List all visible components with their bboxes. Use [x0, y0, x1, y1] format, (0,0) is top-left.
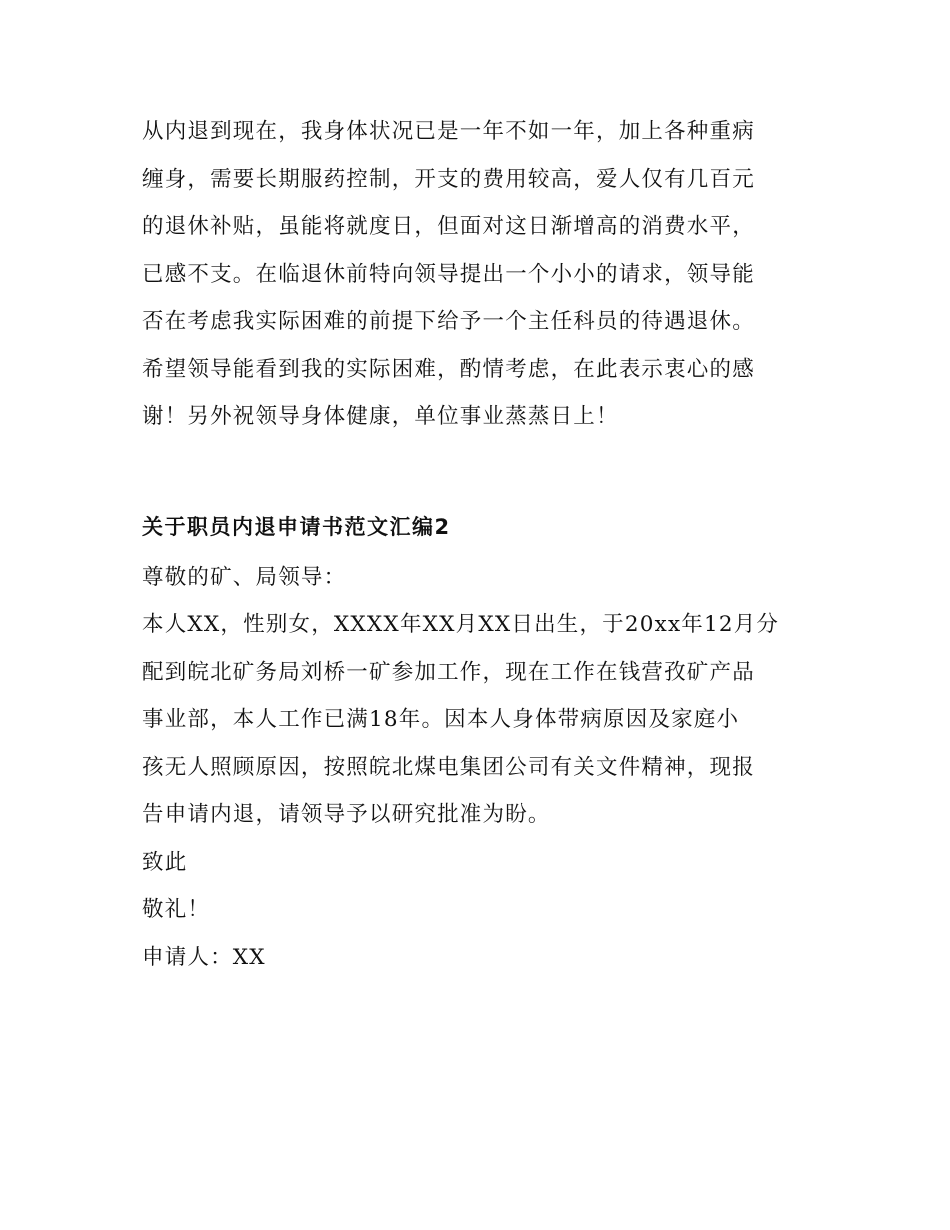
paragraph-line: 谢！另外祝领导身体健康，单位事业蒸蒸日上！	[142, 404, 619, 429]
closing-salute: 敬礼！	[142, 897, 211, 922]
body-line: 孩无人照顾原因，按照皖北煤电集团公司有关文件精神，现报	[142, 754, 755, 780]
body-line: 告申请内退，请领导予以研究批准为盼。	[142, 802, 551, 827]
paragraph-line: 否在考虑我实际困难的前提下给予一个主任科员的待遇退休。	[142, 309, 755, 334]
application-body	[142, 601, 810, 839]
spacer	[142, 541, 810, 554]
salutation: 尊敬的矿、局领导：	[142, 564, 347, 590]
body-line: 事业部，本人工作已满18年。因本人身体带病原因及家庭小	[142, 707, 740, 732]
paragraph-line: 希望领导能看到我的实际困难，酌情考虑，在此表示衷心的感	[142, 356, 755, 382]
body-line: 配到皖北矿务局刘桥一矿参加工作，现在工作在钱营孜矿产品	[142, 659, 755, 685]
section-heading: 关于职员内退申请书范文汇编2	[142, 514, 451, 539]
signature: 申请人：XX	[142, 944, 266, 970]
paragraph-line: 缠身，需要长期服药控制，开支的费用较高，爱人仅有几百元	[142, 166, 755, 192]
paragraph-line: 已感不支。在临退休前特向领导提出一个小小的请求，领导能	[142, 261, 755, 287]
closing-phrase: 致此	[142, 849, 188, 875]
paragraph-line: 的退休补贴，虽能将就度日，但面对这日渐增高的消费水平，	[142, 214, 755, 239]
document-content	[142, 108, 810, 981]
paragraph-1	[142, 108, 810, 441]
body-line: 本人XX，性别女，XXXX年XX月XX日出生，于20xx年12月分	[142, 612, 780, 637]
paragraph-line: 从内退到现在，我身体状况已是一年不如一年，加上各种重病	[142, 119, 755, 144]
